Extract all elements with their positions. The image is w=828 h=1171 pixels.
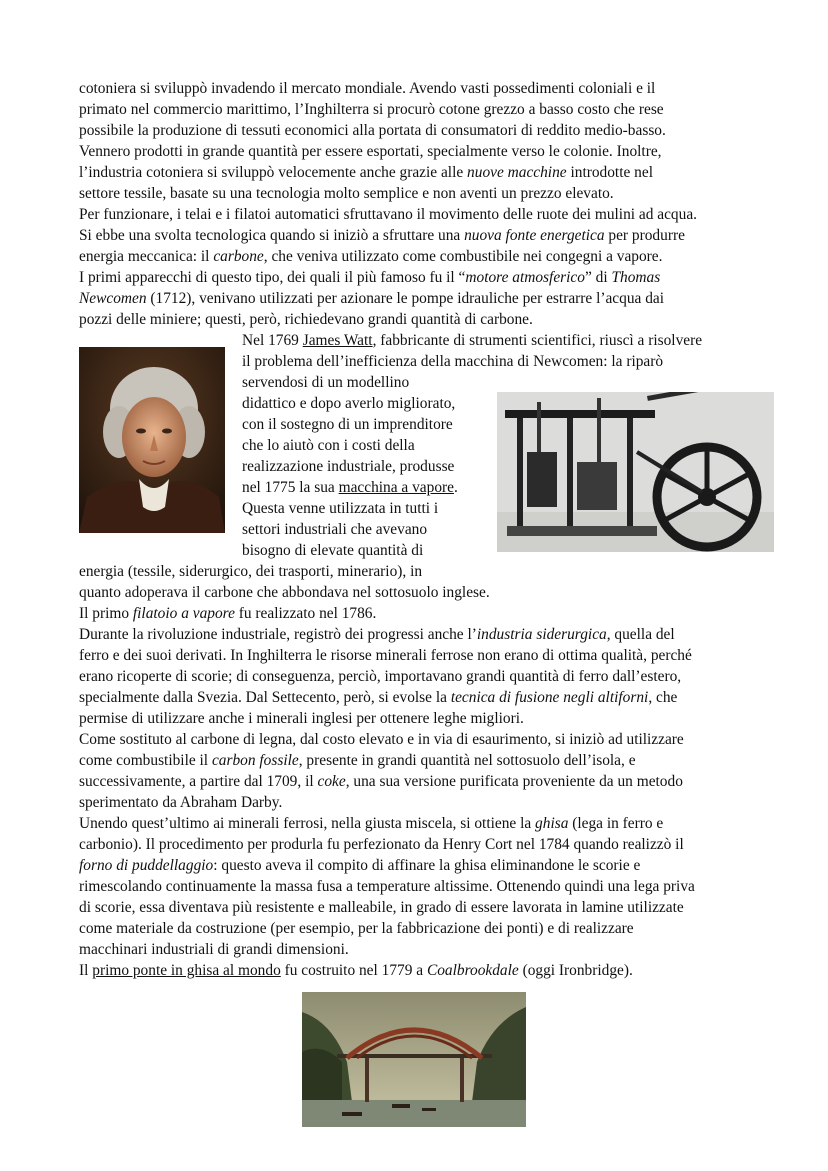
text-line: didattico e dopo averlo migliorato, — [242, 395, 456, 412]
text-line: realizzazione industriale, produsse — [242, 458, 455, 475]
text-line: Durante la rivoluzione industriale, registrò dei progressi anche l’industria siderurgica, quella del — [79, 626, 675, 643]
text-line: ferro e dei suoi derivati. In Inghilterra le risorse minerali ferrose non erano di ottima qualità, perché — [79, 647, 692, 664]
text-line: quanto adoperava il carbone che abbondava nel sottosuolo inglese. — [79, 584, 490, 601]
steam-engine-image — [497, 392, 774, 552]
text-line: energia (tessile, siderurgico, dei trasporti, minerario), in — [79, 563, 423, 580]
text-line: Per funzionare, i telai e i filatoi automatici sfruttavano il movimento delle ruote dei mulini ad acqua. — [79, 206, 697, 223]
text-line: cotoniera si sviluppò invadendo il mercato mondiale. Avendo vasti possedimenti coloniali e il — [79, 80, 656, 97]
text-line: primato nel commercio marittimo, l’Inghilterra si procurò cotone grezzo a basso costo che rese — [79, 101, 664, 118]
text-line: rimescolando continuamente la massa fusa a temperature altissime. Ottenendo quindi una lega priva — [79, 878, 695, 895]
text-line: Il primo filatoio a vapore fu realizzato nel 1786. — [79, 605, 377, 622]
text-line: sperimentato da Abraham Darby. — [79, 794, 283, 811]
text-line: con il sostegno di un imprenditore — [242, 416, 453, 433]
text-line: Newcomen (1712), venivano utilizzati per azionare le pompe idrauliche per estrarre l’acqua dai — [79, 290, 665, 307]
text-line: che lo aiutò con i costi della — [242, 437, 415, 454]
iron-bridge-painting-image — [302, 992, 526, 1127]
text-line: il problema dell’inefficienza della macchina di Newcomen: la riparò — [242, 353, 664, 370]
text-line: pozzi delle miniere; questi, però, richiedevano grandi quantità di carbone. — [79, 311, 533, 328]
james-watt-link[interactable]: James Watt — [302, 332, 373, 349]
text-line: Vennero prodotti in grande quantità per essere esportati, specialmente verso le colonie. Inoltre, — [79, 143, 662, 160]
text-line: Nel 1769 James Watt, fabbricante di strumenti scientifici, riuscì a risolvere — [242, 332, 703, 349]
first-iron-bridge-link[interactable]: primo ponte in ghisa al mondo — [92, 962, 281, 979]
intro-paragraph — [79, 78, 697, 330]
text-line: Come sostituto al carbone di legna, dal costo elevato e in via di esaurimento, si iniziò ad utilizzare — [79, 731, 684, 748]
text-line: I primi apparecchi di questo tipo, dei quali il più famoso fu il “motore atmosferico” di Thomas — [79, 269, 661, 286]
text-line: come combustibile il carbon fossile, presente in grandi quantità nel sottosuolo dell’isola, e — [79, 752, 636, 769]
text-line: Questa venne utilizzata in tutti i — [242, 500, 439, 517]
body-paragraphs — [79, 561, 695, 981]
text-line: energia meccanica: il carbone, che veniva utilizzato come combustibile nei congegni a vapore. — [79, 248, 663, 265]
text-line: permise di utilizzare anche i minerali inglesi per ottenere leghe migliori. — [79, 710, 524, 727]
text-line: Unendo quest’ultimo ai minerali ferrosi, nella giusta miscela, si ottiene la ghisa (lega in ferro e — [79, 815, 664, 832]
text-line: macchinari industriali di grandi dimensioni. — [79, 941, 349, 958]
text-line: settore tessile, basate su una tecnologia molto semplice e non aventi un prezzo elevato. — [79, 185, 614, 202]
text-line: erano ricoperte di scorie; di conseguenza, perciò, importavano grandi quantità di ferro dall’estero, — [79, 668, 682, 685]
steam-engine-link[interactable]: macchina a vapore — [338, 479, 454, 496]
text-line: forno di puddellaggio: questo aveva il compito di affinare la ghisa eliminandone le scorie e — [79, 857, 641, 874]
text-line: Si ebbe una svolta tecnologica quando si iniziò a sfruttare una nuova fonte energetica per produrre — [79, 227, 685, 244]
text-line: settori industriali che avevano — [242, 521, 428, 538]
text-line: possibile la produzione di tessuti economici alla portata di consumatori di reddito medio-basso. — [79, 122, 666, 139]
text-line: di scorie, essa diventava più resistente e malleabile, in grado di essere lavorata in lamine utilizzate — [79, 899, 684, 916]
text-line: successivamente, a partire dal 1709, il coke, una sua versione purificata proveniente da un metodo — [79, 773, 683, 790]
james-watt-portrait-image — [79, 347, 225, 533]
text-line: l’industria cotoniera si sviluppò velocemente anche grazie alle nuove macchine introdotte nel — [79, 164, 653, 181]
text-line: nel 1775 la sua macchina a vapore. — [242, 479, 458, 496]
text-line: specialmente dalla Svezia. Dal Settecento, però, si evolse la tecnica di fusione negli altiforni, che — [79, 689, 678, 706]
text-line: carbonio). Il procedimento per produrla fu perfezionato da Henry Cort nel 1784 quando realizzò il — [79, 836, 684, 853]
text-line: bisogno di elevate quantità di — [242, 542, 424, 559]
text-line: Il primo ponte in ghisa al mondo fu costruito nel 1779 a Coalbrookdale (oggi Ironbridge). — [79, 962, 633, 979]
text-line: servendosi di un modellino — [242, 374, 410, 391]
text-line: come materiale da costruzione (per esempio, per la fabbricazione dei ponti) e di realizzare — [79, 920, 634, 937]
